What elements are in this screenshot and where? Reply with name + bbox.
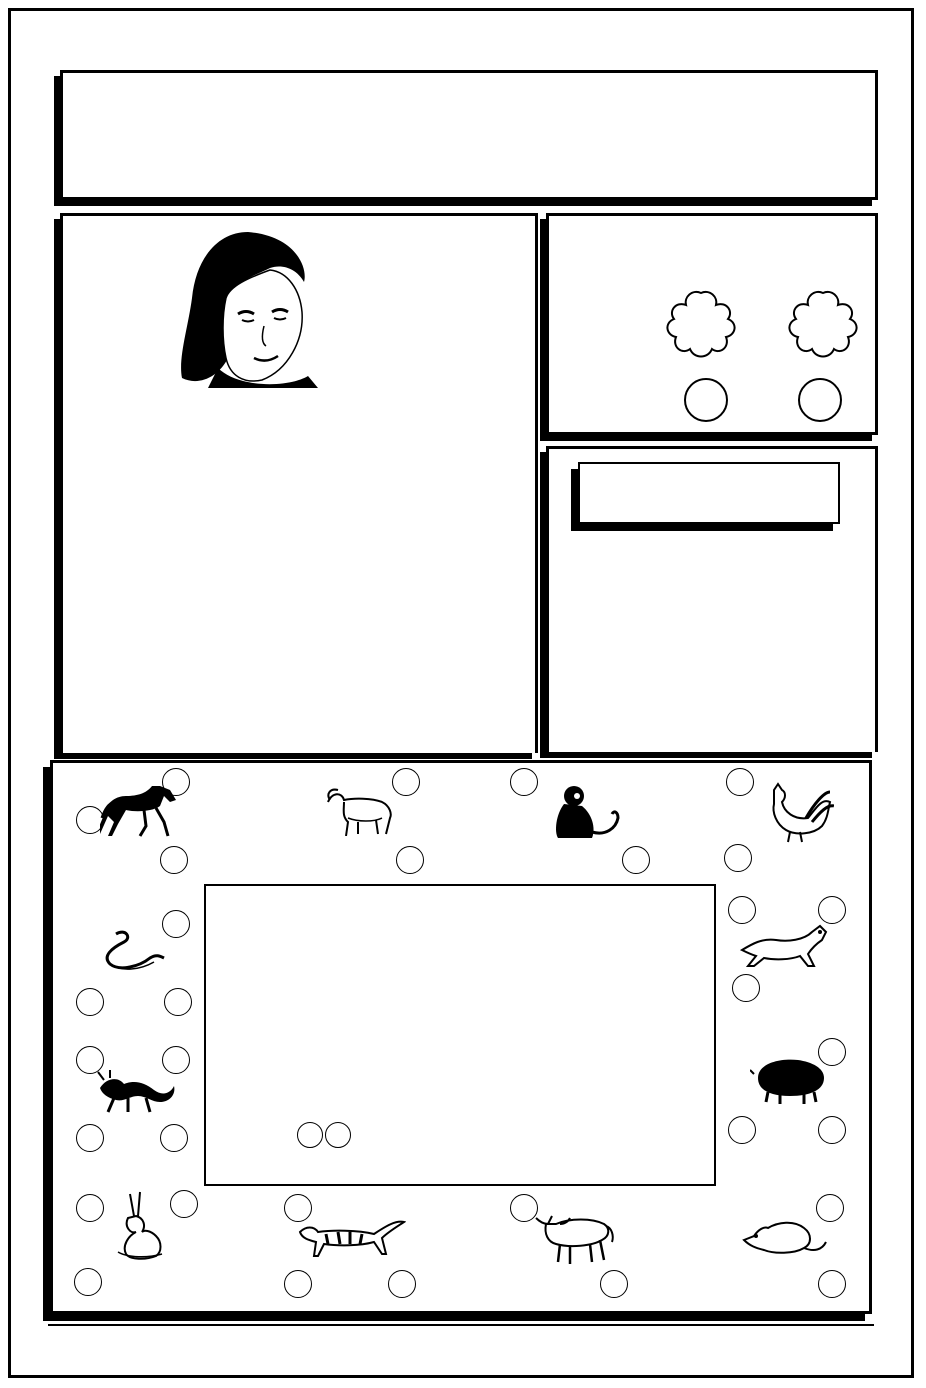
gate-row	[576, 724, 866, 748]
flower-badge-icon	[786, 287, 860, 361]
zodiac-circled-number	[732, 974, 760, 1002]
zodiac-circled-number	[160, 1124, 188, 1152]
lucky-number	[297, 1122, 323, 1148]
zodiac-circled-number	[160, 846, 188, 874]
stable-number-1	[664, 287, 738, 361]
zodiac-circled-number	[818, 1116, 846, 1144]
bottom-divider	[48, 1320, 874, 1330]
zodiac-circled-number	[76, 988, 104, 1016]
rabbit-icon	[110, 1190, 166, 1262]
dog-icon	[736, 920, 832, 972]
ox-icon	[530, 1210, 616, 1266]
zodiac-circled-number	[818, 1270, 846, 1298]
zodiac-circled-number	[388, 1270, 416, 1298]
zodiac-circled-number	[284, 1270, 312, 1298]
pig-icon	[750, 1056, 828, 1106]
zodiac-circled-number	[76, 1124, 104, 1152]
lucky-number	[325, 1122, 351, 1148]
zodiac-circled-number	[396, 846, 424, 874]
gate-analysis-title	[578, 462, 840, 524]
horse-icon	[100, 780, 184, 842]
tiger-icon	[296, 1218, 406, 1258]
zodiac-circled-number	[74, 1268, 102, 1296]
zodiac-circled-number	[76, 1194, 104, 1222]
banner-headline	[70, 82, 870, 192]
snake-icon	[96, 928, 168, 976]
zodiac-circled-number	[726, 768, 754, 796]
zodiac-circled-number	[622, 846, 650, 874]
riddle-panel	[204, 884, 716, 1186]
rooster-icon	[760, 782, 834, 844]
zodiac-circled-number	[728, 1116, 756, 1144]
flower-badge-icon	[664, 287, 738, 361]
goat-icon	[318, 788, 398, 836]
zodiac-circled-number	[170, 1190, 198, 1218]
rat-icon	[740, 1216, 828, 1264]
dragon-icon	[94, 1068, 176, 1118]
gate-number	[776, 724, 856, 748]
monkey-icon	[544, 782, 624, 840]
watch-number-2	[798, 378, 842, 422]
zodiac-circled-number	[164, 988, 192, 1016]
zodiac-circled-number	[724, 844, 752, 872]
watch-number-1	[684, 378, 728, 422]
gate-name	[576, 724, 776, 748]
stable-number-2	[786, 287, 860, 361]
lucky-zodiac	[296, 1122, 352, 1148]
woman-portrait-icon	[178, 228, 318, 388]
zodiac-circled-number	[600, 1270, 628, 1298]
zodiac-circled-number	[510, 768, 538, 796]
